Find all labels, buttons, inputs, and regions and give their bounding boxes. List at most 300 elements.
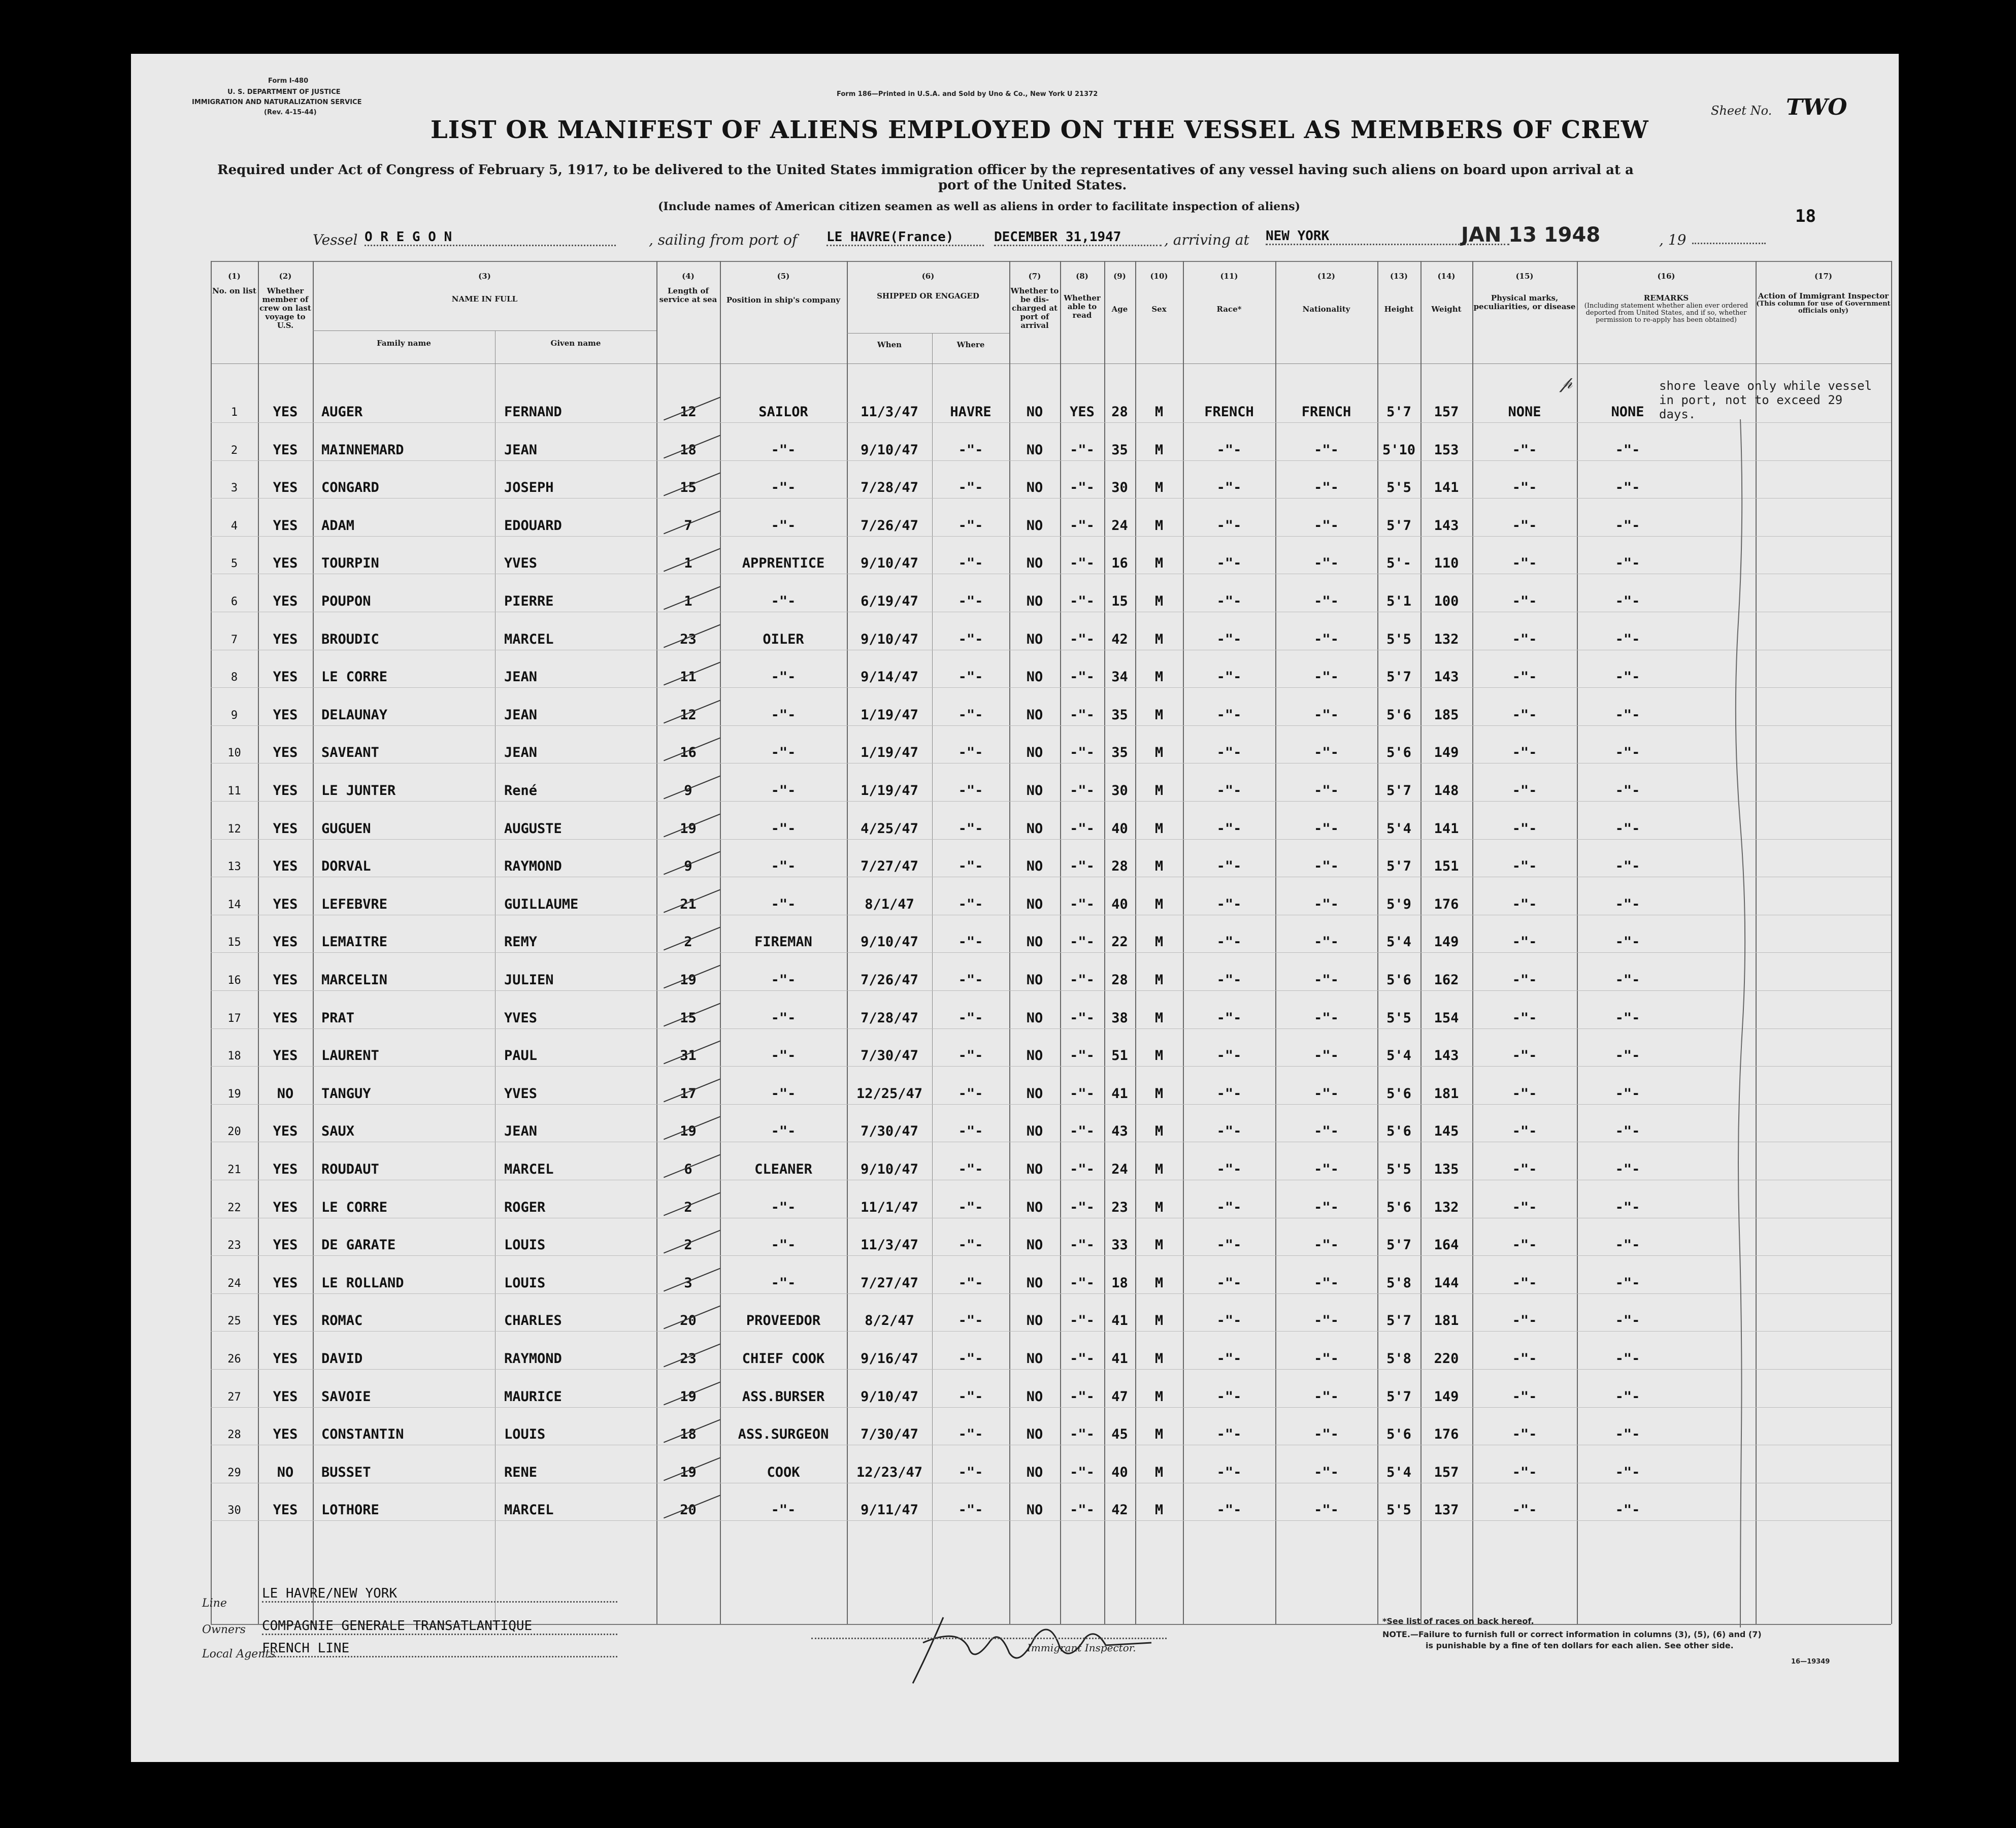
cell-when: 11/3/47 — [861, 1237, 918, 1253]
cell-given: JEAN — [504, 1123, 538, 1139]
cell-family: SAVOIE — [321, 1389, 371, 1405]
cell-no: 20 — [227, 1125, 241, 1138]
cell-when: 9/10/47 — [861, 1161, 918, 1177]
col-14-label: Weight — [1431, 305, 1462, 314]
cell-remarks: -"- — [1615, 1048, 1640, 1063]
cell-no: 14 — [227, 899, 241, 911]
cell-position: CHIEF COOK — [742, 1351, 825, 1367]
cell-where: -"- — [958, 1426, 983, 1442]
department: U. S. DEPARTMENT OF JUSTICE — [227, 88, 341, 96]
cell-crew: YES — [273, 896, 298, 912]
cell-service: 1 — [684, 555, 692, 571]
col-3-family: Family name — [377, 339, 431, 348]
cell-when: 9/10/47 — [861, 934, 918, 950]
cell-disch: NO — [1026, 821, 1043, 837]
cell-weight: 137 — [1434, 1502, 1459, 1518]
cell-read: -"- — [1070, 707, 1095, 723]
row-rule — [211, 1104, 1891, 1105]
cell-service: 11 — [680, 669, 697, 685]
cell-height: 5'5 — [1386, 632, 1411, 647]
cell-race: -"- — [1216, 1200, 1242, 1215]
cell-position: ASS.BURSER — [742, 1389, 825, 1405]
cell-sex: M — [1154, 404, 1164, 420]
col-16-num: (16) — [1657, 272, 1675, 281]
cell-no: 10 — [227, 747, 241, 759]
col-8-label: Whether able to read — [1064, 293, 1101, 320]
cell-family: LOTHORE — [321, 1502, 379, 1518]
cell-nat: -"- — [1314, 1502, 1339, 1518]
subtitle-line-2: port of the United States. — [938, 178, 1127, 193]
cell-position: -"- — [771, 858, 796, 874]
cell-age: 28 — [1111, 404, 1128, 420]
cell-family: MARCELIN — [321, 972, 388, 988]
cell-service: 2 — [684, 1200, 692, 1215]
cell-age: 35 — [1111, 745, 1128, 760]
cell-crew: YES — [273, 480, 298, 495]
cell-age: 41 — [1111, 1351, 1128, 1367]
cell-sex: M — [1154, 1351, 1164, 1367]
cell-service: 19 — [680, 972, 697, 988]
cell-height: 5'7 — [1386, 669, 1411, 685]
cell-read: -"- — [1070, 593, 1095, 609]
cell-nat: -"- — [1314, 632, 1339, 647]
cell-height: 5'6 — [1386, 972, 1411, 988]
cell-remarks: -"- — [1615, 480, 1640, 495]
row-rule — [211, 1407, 1891, 1408]
cell-when: 12/23/47 — [856, 1465, 923, 1480]
cell-when: 1/19/47 — [861, 707, 918, 723]
sheet-label: Sheet No. — [1711, 104, 1772, 118]
cell-where: -"- — [958, 934, 983, 950]
cell-service: 23 — [680, 1351, 697, 1367]
cell-race: -"- — [1216, 972, 1242, 988]
cell-height: 5'7 — [1386, 404, 1411, 420]
col-10-label: Sex — [1151, 305, 1167, 314]
cell-when: 7/26/47 — [861, 518, 918, 534]
cell-service: 19 — [680, 1389, 697, 1405]
cell-read: -"- — [1070, 632, 1095, 647]
cell-position: FIREMAN — [754, 934, 812, 950]
cell-crew: YES — [273, 972, 298, 988]
cell-weight: 141 — [1434, 821, 1459, 837]
cell-given: MAURICE — [504, 1389, 562, 1405]
cell-remarks: -"- — [1615, 1200, 1640, 1215]
cell-service: 7 — [684, 518, 692, 534]
cell-position: CLEANER — [754, 1161, 812, 1177]
cell-weight: 100 — [1434, 593, 1459, 609]
cell-remarks: -"- — [1615, 707, 1640, 723]
cell-where: -"- — [958, 480, 983, 495]
cell-family: DAVID — [321, 1351, 363, 1367]
footer-line: LE HAVRE/NEW YORK — [262, 1586, 617, 1603]
cell-race: -"- — [1216, 1086, 1242, 1102]
cell-position: -"- — [771, 1086, 796, 1102]
cell-read: -"- — [1070, 1048, 1095, 1063]
cell-weight: 153 — [1434, 442, 1459, 458]
cell-family: LEMAITRE — [321, 934, 388, 950]
cell-when: 7/27/47 — [861, 858, 918, 874]
row-rule — [211, 1520, 1891, 1521]
cell-remarks: -"- — [1615, 1237, 1640, 1253]
cell-age: 24 — [1111, 1161, 1128, 1177]
cell-when: 9/10/47 — [861, 442, 918, 458]
cell-family: CONSTANTIN — [321, 1426, 404, 1442]
cell-height: 5'4 — [1386, 1048, 1411, 1063]
cell-service: 20 — [680, 1313, 697, 1328]
cell-disch: NO — [1026, 632, 1043, 647]
cell-age: 28 — [1111, 858, 1128, 874]
cell-read: -"- — [1070, 1086, 1095, 1102]
cell-position: -"- — [771, 669, 796, 685]
cell-crew: YES — [273, 1275, 298, 1291]
cell-height: 5'6 — [1386, 707, 1411, 723]
cell-marks: -"- — [1512, 707, 1537, 723]
cell-disch: NO — [1026, 1351, 1043, 1367]
cell-remarks: -"- — [1615, 934, 1640, 950]
cell-no: 24 — [227, 1277, 241, 1290]
cell-service: 1 — [684, 593, 692, 609]
col-6-label: SHIPPED OR ENGAGED — [877, 291, 979, 301]
col-11-label: Race* — [1216, 305, 1242, 314]
cell-height: 5'- — [1386, 555, 1411, 571]
cell-age: 45 — [1111, 1426, 1128, 1442]
cell-disch: NO — [1026, 1200, 1043, 1215]
cell-crew: YES — [273, 1161, 298, 1177]
cell-disch: NO — [1026, 934, 1043, 950]
handwritten-remark: 𝓅 — [1560, 373, 1573, 393]
cell-when: 9/11/47 — [861, 1502, 918, 1518]
cell-given: MARCEL — [504, 632, 554, 647]
cell-age: 40 — [1111, 821, 1128, 837]
inspector-label: Immigrant Inspector. — [1027, 1642, 1136, 1654]
cell-service: 12 — [680, 707, 697, 723]
cell-where: -"- — [958, 593, 983, 609]
cell-no: 16 — [227, 974, 241, 987]
cell-disch: NO — [1026, 480, 1043, 495]
cell-marks: -"- — [1512, 555, 1537, 571]
cell-sex: M — [1154, 783, 1164, 799]
cell-sex: M — [1154, 745, 1164, 760]
cell-given: ROGER — [504, 1200, 546, 1215]
cell-remarks: -"- — [1615, 1389, 1640, 1405]
cell-race: -"- — [1216, 1123, 1242, 1139]
cell-race: -"- — [1216, 858, 1242, 874]
cell-marks: -"- — [1512, 1086, 1537, 1102]
cell-given: MARCEL — [504, 1161, 554, 1177]
col-17-note: (This column for use of Government officials only) — [1756, 300, 1891, 315]
cell-when: 11/3/47 — [861, 404, 918, 420]
cell-position: -"- — [771, 1048, 796, 1063]
cell-nat: -"- — [1314, 783, 1339, 799]
footer-agents: FRENCH LINE — [262, 1641, 617, 1657]
cell-age: 15 — [1111, 593, 1128, 609]
cell-family: ROMAC — [321, 1313, 363, 1328]
cell-service: 20 — [680, 1502, 697, 1518]
cell-marks: -"- — [1512, 1237, 1537, 1253]
cell-where: -"- — [958, 1465, 983, 1480]
cell-weight: 164 — [1434, 1237, 1459, 1253]
cell-marks: -"- — [1512, 1465, 1537, 1480]
cell-remarks: -"- — [1615, 442, 1640, 458]
cell-age: 38 — [1111, 1010, 1128, 1026]
cell-disch: NO — [1026, 1426, 1043, 1442]
cell-no: 15 — [227, 936, 241, 949]
cell-marks: -"- — [1512, 821, 1537, 837]
cell-where: -"- — [958, 632, 983, 647]
cell-marks: -"- — [1512, 1351, 1537, 1367]
cell-position: -"- — [771, 1502, 796, 1518]
col-17-label: Action of Immigrant Inspector — [1758, 291, 1889, 301]
cell-crew: YES — [273, 1010, 298, 1026]
cell-sex: M — [1154, 1200, 1164, 1215]
cell-crew: YES — [273, 821, 298, 837]
page-title: LIST OR MANIFEST OF ALIENS EMPLOYED ON THE VESSEL AS MEMBERS OF CREW — [431, 116, 1649, 144]
cell-family: AUGER — [321, 404, 363, 420]
cell-remarks: -"- — [1615, 593, 1640, 609]
col-1-num: (1) — [228, 272, 241, 281]
cell-race: -"- — [1216, 1010, 1242, 1026]
form-number: Form I-480 — [268, 77, 309, 85]
cell-race: -"- — [1216, 1351, 1242, 1367]
cell-where: -"- — [958, 1010, 983, 1026]
cell-family: GUGUEN — [321, 821, 371, 837]
cell-height: 5'7 — [1386, 1389, 1411, 1405]
cell-sex: M — [1154, 555, 1164, 571]
cell-disch: NO — [1026, 745, 1043, 760]
footer-line-label: Line — [202, 1597, 227, 1610]
cell-sex: M — [1154, 593, 1164, 609]
cell-disch: NO — [1026, 555, 1043, 571]
col-16-note: (Including statement whether alien ever ordered deported from United States, and if so, whether permission to re-apply has been obtained) — [1584, 302, 1748, 324]
cell-remarks: -"- — [1615, 821, 1640, 837]
cell-remarks: -"- — [1615, 972, 1640, 988]
cell-weight: 149 — [1434, 1389, 1459, 1405]
cell-height: 5'6 — [1386, 745, 1411, 760]
cell-sex: M — [1154, 1237, 1164, 1253]
footer-owners-label: Owners — [202, 1623, 246, 1636]
cell-position: -"- — [771, 972, 796, 988]
cell-crew: NO — [277, 1465, 294, 1480]
cell-given: REMY — [504, 934, 538, 950]
row-rule — [211, 1331, 1891, 1332]
cell-when: 7/28/47 — [861, 1010, 918, 1026]
manifest-sheet — [131, 54, 1899, 1762]
cell-age: 43 — [1111, 1123, 1128, 1139]
cell-age: 41 — [1111, 1313, 1128, 1328]
cell-height: 5'7 — [1386, 783, 1411, 799]
cell-nat: -"- — [1314, 593, 1339, 609]
cell-no: 12 — [227, 823, 241, 836]
cell-family: LE CORRE — [321, 1200, 388, 1215]
cell-height: 5'4 — [1386, 934, 1411, 950]
cell-no: 21 — [227, 1164, 241, 1176]
col-13-num: (13) — [1390, 272, 1408, 281]
cell-height: 5'7 — [1386, 518, 1411, 534]
cell-family: POUPON — [321, 593, 371, 609]
cell-when: 7/28/47 — [861, 480, 918, 495]
cell-race: FRENCH — [1204, 404, 1254, 420]
cell-given: PIERRE — [504, 593, 554, 609]
cell-nat: -"- — [1314, 1237, 1339, 1253]
cell-read: -"- — [1070, 1275, 1095, 1291]
cell-height: 5'6 — [1386, 1086, 1411, 1102]
cell-family: BROUDIC — [321, 632, 379, 647]
cell-weight: 220 — [1434, 1351, 1459, 1367]
cell-remarks: -"- — [1615, 1161, 1640, 1177]
cell-where: -"- — [958, 821, 983, 837]
cell-age: 22 — [1111, 934, 1128, 950]
cell-sex: M — [1154, 1502, 1164, 1518]
col-3-given: Given name — [550, 339, 601, 348]
cell-where: -"- — [958, 1161, 983, 1177]
row-rule — [211, 1293, 1891, 1294]
inspector-line — [811, 1638, 1167, 1639]
cell-weight: 176 — [1434, 1426, 1459, 1442]
row-rule — [211, 801, 1891, 802]
cell-marks: -"- — [1512, 1161, 1537, 1177]
cell-height: 5'9 — [1386, 896, 1411, 912]
cell-marks: -"- — [1512, 972, 1537, 988]
cell-read: -"- — [1070, 896, 1095, 912]
cell-service: 15 — [680, 480, 697, 495]
cell-remarks: -"- — [1615, 1010, 1640, 1026]
cell-age: 34 — [1111, 669, 1128, 685]
cell-crew: YES — [273, 1237, 298, 1253]
cell-sex: M — [1154, 896, 1164, 912]
cell-disch: NO — [1026, 1237, 1043, 1253]
cell-disch: NO — [1026, 1048, 1043, 1063]
cell-no: 26 — [227, 1353, 241, 1366]
sailing-label: , sailing from port of — [649, 231, 798, 248]
cell-race: -"- — [1216, 518, 1242, 534]
cell-race: -"- — [1216, 442, 1242, 458]
cell-marks: -"- — [1512, 934, 1537, 950]
cell-read: -"- — [1070, 1426, 1095, 1442]
cell-age: 51 — [1111, 1048, 1128, 1063]
cell-read: -"- — [1070, 669, 1095, 685]
sheet-number: TWO — [1786, 94, 1847, 120]
cell-family: LEFEBVRE — [321, 896, 388, 912]
cell-position: -"- — [771, 1237, 796, 1253]
cell-family: SAUX — [321, 1123, 355, 1139]
cell-remarks: -"- — [1615, 1086, 1640, 1102]
cell-height: 5'7 — [1386, 1237, 1411, 1253]
cell-given: JEAN — [504, 669, 538, 685]
cell-where: -"- — [958, 1351, 983, 1367]
cell-marks: -"- — [1512, 669, 1537, 685]
cell-when: 1/19/47 — [861, 745, 918, 760]
cell-race: -"- — [1216, 1502, 1242, 1518]
cell-where: -"- — [958, 858, 983, 874]
cell-weight: 151 — [1434, 858, 1459, 874]
cell-when: 9/10/47 — [861, 632, 918, 647]
cell-weight: 181 — [1434, 1086, 1459, 1102]
cell-crew: YES — [273, 1351, 298, 1367]
cell-marks: -"- — [1512, 518, 1537, 534]
print-code: 16—19349 — [1791, 1658, 1830, 1666]
cell-no: 17 — [227, 1012, 241, 1025]
cell-given: AUGUSTE — [504, 821, 562, 837]
table-top-rule — [211, 261, 1891, 262]
cell-height: 5'7 — [1386, 858, 1411, 874]
cell-weight: 148 — [1434, 783, 1459, 799]
cell-weight: 157 — [1434, 1465, 1459, 1480]
cell-height: 5'5 — [1386, 1161, 1411, 1177]
cell-race: -"- — [1216, 1048, 1242, 1063]
cell-disch: NO — [1026, 972, 1043, 988]
cell-read: -"- — [1070, 858, 1095, 874]
cell-nat: -"- — [1314, 972, 1339, 988]
cell-height: 5'6 — [1386, 1426, 1411, 1442]
cell-race: -"- — [1216, 707, 1242, 723]
cell-race: -"- — [1216, 1426, 1242, 1442]
cell-sex: M — [1154, 1389, 1164, 1405]
cell-disch: NO — [1026, 1275, 1043, 1291]
cell-sex: M — [1154, 632, 1164, 647]
cell-service: 21 — [680, 896, 697, 912]
cell-family: DORVAL — [321, 858, 371, 874]
col-14-num: (14) — [1437, 272, 1456, 281]
cell-height: 5'5 — [1386, 480, 1411, 495]
cell-read: -"- — [1070, 1161, 1095, 1177]
cell-sex: M — [1154, 1161, 1164, 1177]
cell-position: APPRENTICE — [742, 555, 825, 571]
cell-nat: -"- — [1314, 480, 1339, 495]
cell-no: 2 — [230, 444, 238, 457]
cell-service: 15 — [680, 1010, 697, 1026]
cell-weight: 143 — [1434, 669, 1459, 685]
cell-nat: -"- — [1314, 555, 1339, 571]
cell-age: 30 — [1111, 480, 1128, 495]
col-15-num: (15) — [1515, 272, 1534, 281]
cell-given: RAYMOND — [504, 858, 562, 874]
cell-weight: 110 — [1434, 555, 1459, 571]
cell-crew: YES — [273, 1502, 298, 1518]
cell-given: MARCEL — [504, 1502, 554, 1518]
cell-read: -"- — [1070, 1123, 1095, 1139]
cell-service: 31 — [680, 1048, 697, 1063]
cell-weight: 162 — [1434, 972, 1459, 988]
cell-where: -"- — [958, 972, 983, 988]
cell-disch: NO — [1026, 518, 1043, 534]
cell-age: 47 — [1111, 1389, 1128, 1405]
col-7-label: Whether to be dis-charged at port of arrival — [1010, 286, 1059, 330]
cell-given: YVES — [504, 555, 538, 571]
cell-age: 42 — [1111, 632, 1128, 647]
cell-no: 13 — [227, 860, 241, 873]
col-6-where: Where — [956, 340, 985, 349]
cell-weight: 132 — [1434, 632, 1459, 647]
cell-marks: -"- — [1512, 1200, 1537, 1215]
cell-when: 7/30/47 — [861, 1048, 918, 1063]
cell-nat: -"- — [1314, 669, 1339, 685]
cell-nat: -"- — [1314, 821, 1339, 837]
cell-remarks: -"- — [1615, 858, 1640, 874]
cell-height: 5'6 — [1386, 1200, 1411, 1215]
cell-no: 23 — [227, 1239, 241, 1252]
col-3-num: (3) — [478, 272, 491, 281]
cell-remarks: -"- — [1615, 1123, 1640, 1139]
cell-service: 19 — [680, 1465, 697, 1480]
row-rule — [211, 460, 1891, 461]
cell-age: 42 — [1111, 1502, 1128, 1518]
cell-nat: -"- — [1314, 1426, 1339, 1442]
cell-given: LOUIS — [504, 1426, 546, 1442]
remark-shore-leave: shore leave only while vessel in port, not to exceed 29 days. — [1659, 379, 1872, 421]
cell-position: -"- — [771, 442, 796, 458]
cell-family: ROUDAUT — [321, 1161, 379, 1177]
cell-sex: M — [1154, 707, 1164, 723]
